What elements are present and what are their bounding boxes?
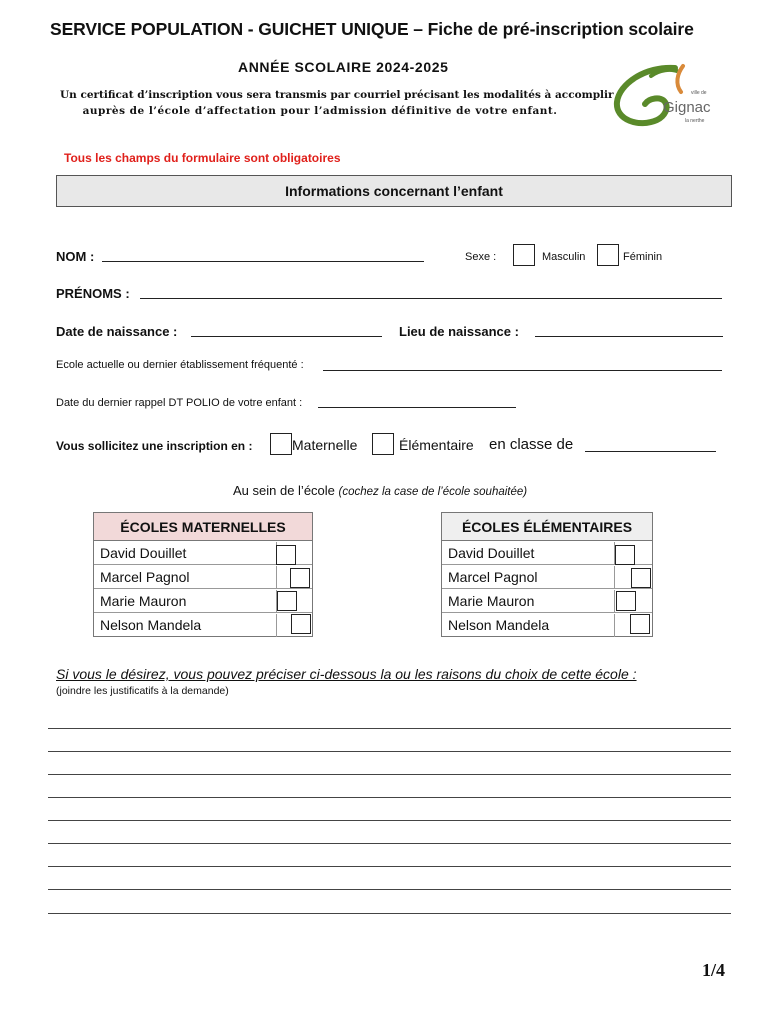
reason-line[interactable]: [48, 774, 731, 775]
school-name: David Douillet: [448, 545, 535, 561]
required-notice: Tous les champs du formulaire sont obligatoires: [64, 151, 341, 165]
reason-line[interactable]: [48, 728, 731, 729]
sexe-label: Sexe :: [465, 251, 497, 263]
maternelle-checkbox[interactable]: [270, 433, 292, 455]
table-row: [442, 566, 652, 589]
elementaire-school-checkbox-3[interactable]: [616, 591, 636, 611]
school-name: Marcel Pagnol: [100, 569, 190, 585]
maternelles-table: [93, 512, 313, 637]
page-number: 1/4: [702, 960, 726, 980]
ecole-choice-hint: (cochez la case de l’école souhaitée): [338, 486, 528, 498]
reason-line[interactable]: [48, 889, 731, 890]
maternelle-school-checkbox-3[interactable]: [277, 591, 297, 611]
nom-field[interactable]: [102, 261, 424, 262]
reasons-prompt: Si vous le désirez, vous pouvez préciser ci-dessous la ou les raisons du choix de cette école :: [56, 666, 637, 682]
polio-label: Date du dernier rappel DT POLIO de votre enfant :: [56, 397, 303, 409]
elementaires-table: [441, 512, 653, 637]
table-row: [442, 614, 652, 637]
certificate-note-line1: Un certificat d’inscription vous sera transmis par courriel précisant les modalités à accomplir: [60, 89, 614, 101]
feminin-checkbox[interactable]: [597, 244, 619, 266]
certificate-note-line2: auprès de l’école d’affectation pour l’admission définitive de votre enfant.: [82, 105, 558, 117]
maternelle-school-checkbox-2[interactable]: [290, 568, 310, 588]
classe-field[interactable]: [585, 451, 716, 452]
polio-field[interactable]: [318, 407, 516, 408]
reason-line[interactable]: [48, 843, 731, 844]
elementaire-label: Élémentaire: [399, 437, 474, 453]
elementaires-header: ÉCOLES ÉLÉMENTAIRES: [442, 513, 652, 541]
ecole-actuelle-field[interactable]: [323, 370, 722, 371]
lieu-label: Lieu de naissance :: [399, 324, 519, 339]
naissance-label: Date de naissance :: [56, 324, 178, 339]
maternelles-header: ÉCOLES MATERNELLES: [94, 513, 312, 541]
maternelle-school-checkbox-1[interactable]: [276, 545, 296, 565]
prenoms-label: PRÉNOMS :: [56, 286, 130, 301]
table-row: [94, 614, 312, 637]
school-name: Marie Mauron: [448, 593, 535, 609]
reason-line[interactable]: [48, 866, 731, 867]
ecole-choice-label: Au sein de l’école: [233, 483, 335, 498]
reason-line[interactable]: [48, 751, 731, 752]
table-row: [94, 566, 312, 589]
maternelle-school-checkbox-4[interactable]: [291, 614, 311, 634]
logo-top-text: ville de: [691, 90, 707, 96]
reason-line[interactable]: [48, 820, 731, 821]
school-name: Nelson Mandela: [100, 617, 202, 633]
maternelle-label: Maternelle: [292, 437, 358, 453]
reason-line[interactable]: [48, 797, 731, 798]
ecole-choice-text: [233, 483, 527, 498]
classe-label: en classe de: [489, 436, 574, 453]
elementaire-school-checkbox-1[interactable]: [615, 545, 635, 565]
ecole-actuelle-label: Ecole actuelle ou dernier établissement fréquenté :: [56, 359, 304, 371]
elementaire-school-checkbox-2[interactable]: [631, 568, 651, 588]
school-year: ANNÉE SCOLAIRE 2024-2025: [238, 59, 449, 75]
nom-label: NOM :: [56, 249, 95, 264]
school-name: David Douillet: [100, 545, 187, 561]
naissance-field[interactable]: [191, 336, 382, 337]
school-name: Marcel Pagnol: [448, 569, 538, 585]
school-name: Nelson Mandela: [448, 617, 550, 633]
inscription-label: Vous sollicitez une inscription en :: [56, 439, 253, 453]
page-title: SERVICE POPULATION - GUICHET UNIQUE – Fiche de pré-inscription scolaire: [50, 19, 694, 39]
reasons-note: (joindre les justificatifs à la demande): [56, 685, 229, 697]
logo-name: Gignac: [663, 99, 711, 116]
feminin-label: Féminin: [623, 251, 663, 263]
section-header: Informations concernant l’enfant: [56, 175, 732, 207]
masculin-checkbox[interactable]: [513, 244, 535, 266]
gignac-logo: [605, 62, 725, 132]
elementaire-checkbox[interactable]: [372, 433, 394, 455]
masculin-label: Masculin: [542, 251, 586, 263]
elementaire-school-checkbox-4[interactable]: [630, 614, 650, 634]
logo-sub: la nerthe: [685, 118, 705, 124]
school-name: Marie Mauron: [100, 593, 187, 609]
lieu-field[interactable]: [535, 336, 723, 337]
reason-line[interactable]: [48, 913, 731, 914]
prenoms-field[interactable]: [140, 298, 722, 299]
